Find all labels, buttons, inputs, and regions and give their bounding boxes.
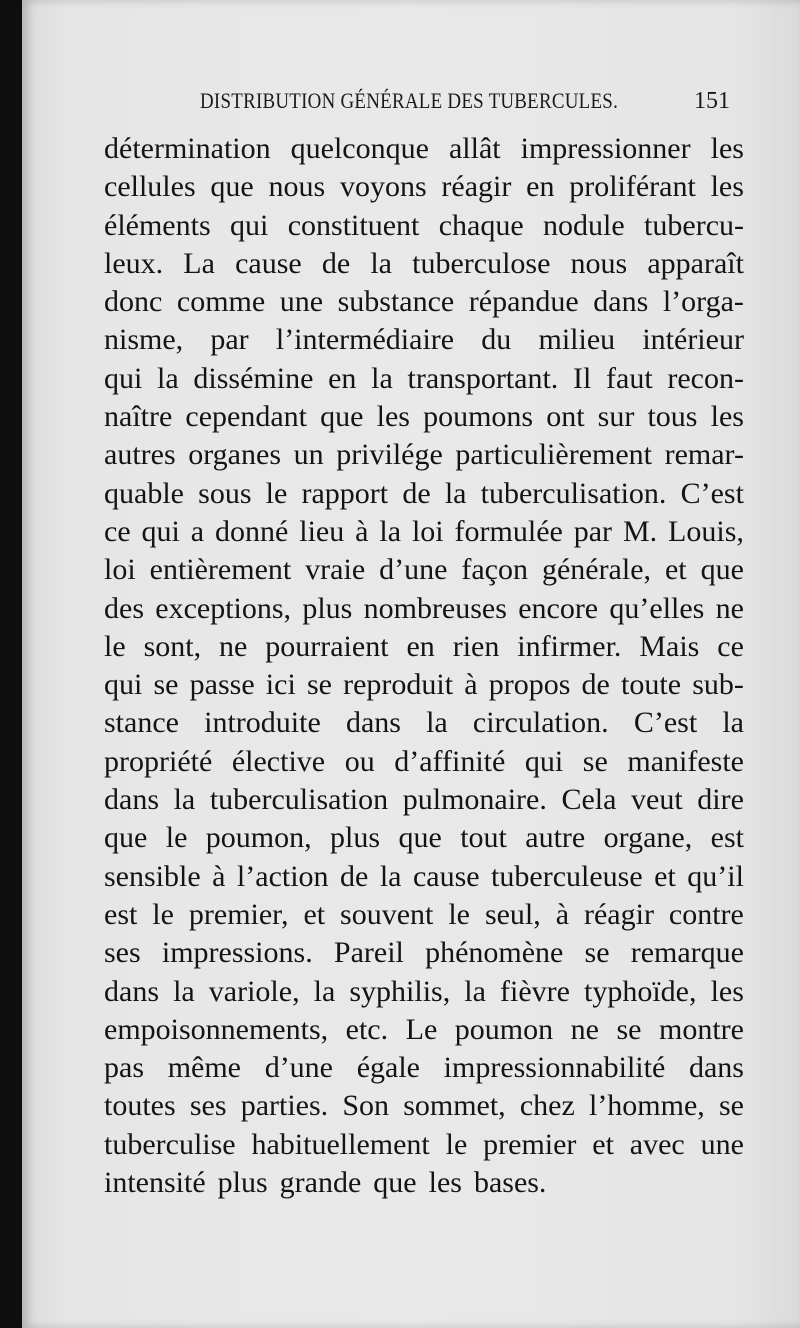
text-line: ce qui a donné lieu à la loi formulée par M. Louis,: [104, 514, 744, 548]
text-line: intensité plus grande que les bases.: [104, 1166, 547, 1200]
text-line: sensible à l’action de la cause tuberculeuse et qu’il: [104, 859, 744, 893]
text-line: détermination quelconque allât impressionner les: [104, 132, 744, 165]
text-line: qui la dissémine en la transportant. Il faut recon-: [104, 361, 744, 395]
text-line: des exceptions, plus nombreuses encore qu’elles ne: [104, 591, 744, 625]
text-line: éléments qui constituent chaque nodule tubercu-: [104, 208, 744, 242]
text-line: toutes ses parties. Son sommet, chez l’homme, se: [104, 1089, 744, 1123]
text-line: autres organes un privilége particulièrement remar-: [104, 438, 744, 472]
text-line: dans la variole, la syphilis, la fièvre typhoïde, les: [104, 974, 744, 1008]
text-line: ses impressions. Pareil phénomène se remarque: [104, 936, 744, 970]
book-page: [22, 0, 800, 1328]
text-line: que le poumon, plus que tout autre organe, est: [104, 821, 744, 855]
text-line: donc comme une substance répandue dans l’orga-: [104, 285, 744, 319]
text-line: tuberculise habituellement le premier et avec une: [104, 1127, 744, 1161]
text-line: est le premier, et souvent le seul, à réagir contre: [104, 897, 744, 931]
text-line: nisme, par l’intermédiaire du milieu intérieur: [104, 323, 744, 357]
text-line: cellules que nous voyons réagir en proliférant les: [104, 170, 744, 204]
page-number: 151: [694, 88, 730, 114]
body-text: [104, 130, 744, 1202]
running-header: DISTRIBUTION GÉNÉRALE DES TUBERCULES.: [200, 88, 619, 113]
text-line: propriété élective ou d’affinité qui se manifeste: [104, 744, 744, 778]
text-line: qui se passe ici se reproduit à propos de toute sub-: [104, 668, 744, 702]
text-line: loi entièrement vraie d’une façon générale, et que: [104, 553, 744, 587]
text-line: leux. La cause de la tuberculose nous apparaît: [104, 246, 744, 280]
text-line: stance introduite dans la circulation. C’est la: [104, 706, 744, 740]
text-line: le sont, ne pourraient en rien infirmer. Mais ce: [104, 629, 744, 663]
text-line: pas même d’une égale impressionnabilité dans: [104, 1051, 744, 1085]
text-line: empoisonnements, etc. Le poumon ne se montre: [104, 1012, 744, 1046]
text-line: quable sous le rapport de la tuberculisation. C’est: [104, 476, 744, 510]
text-line: dans la tuberculisation pulmonaire. Cela veut dire: [104, 783, 744, 817]
text-line: naître cependant que les poumons ont sur tous les: [104, 400, 744, 434]
